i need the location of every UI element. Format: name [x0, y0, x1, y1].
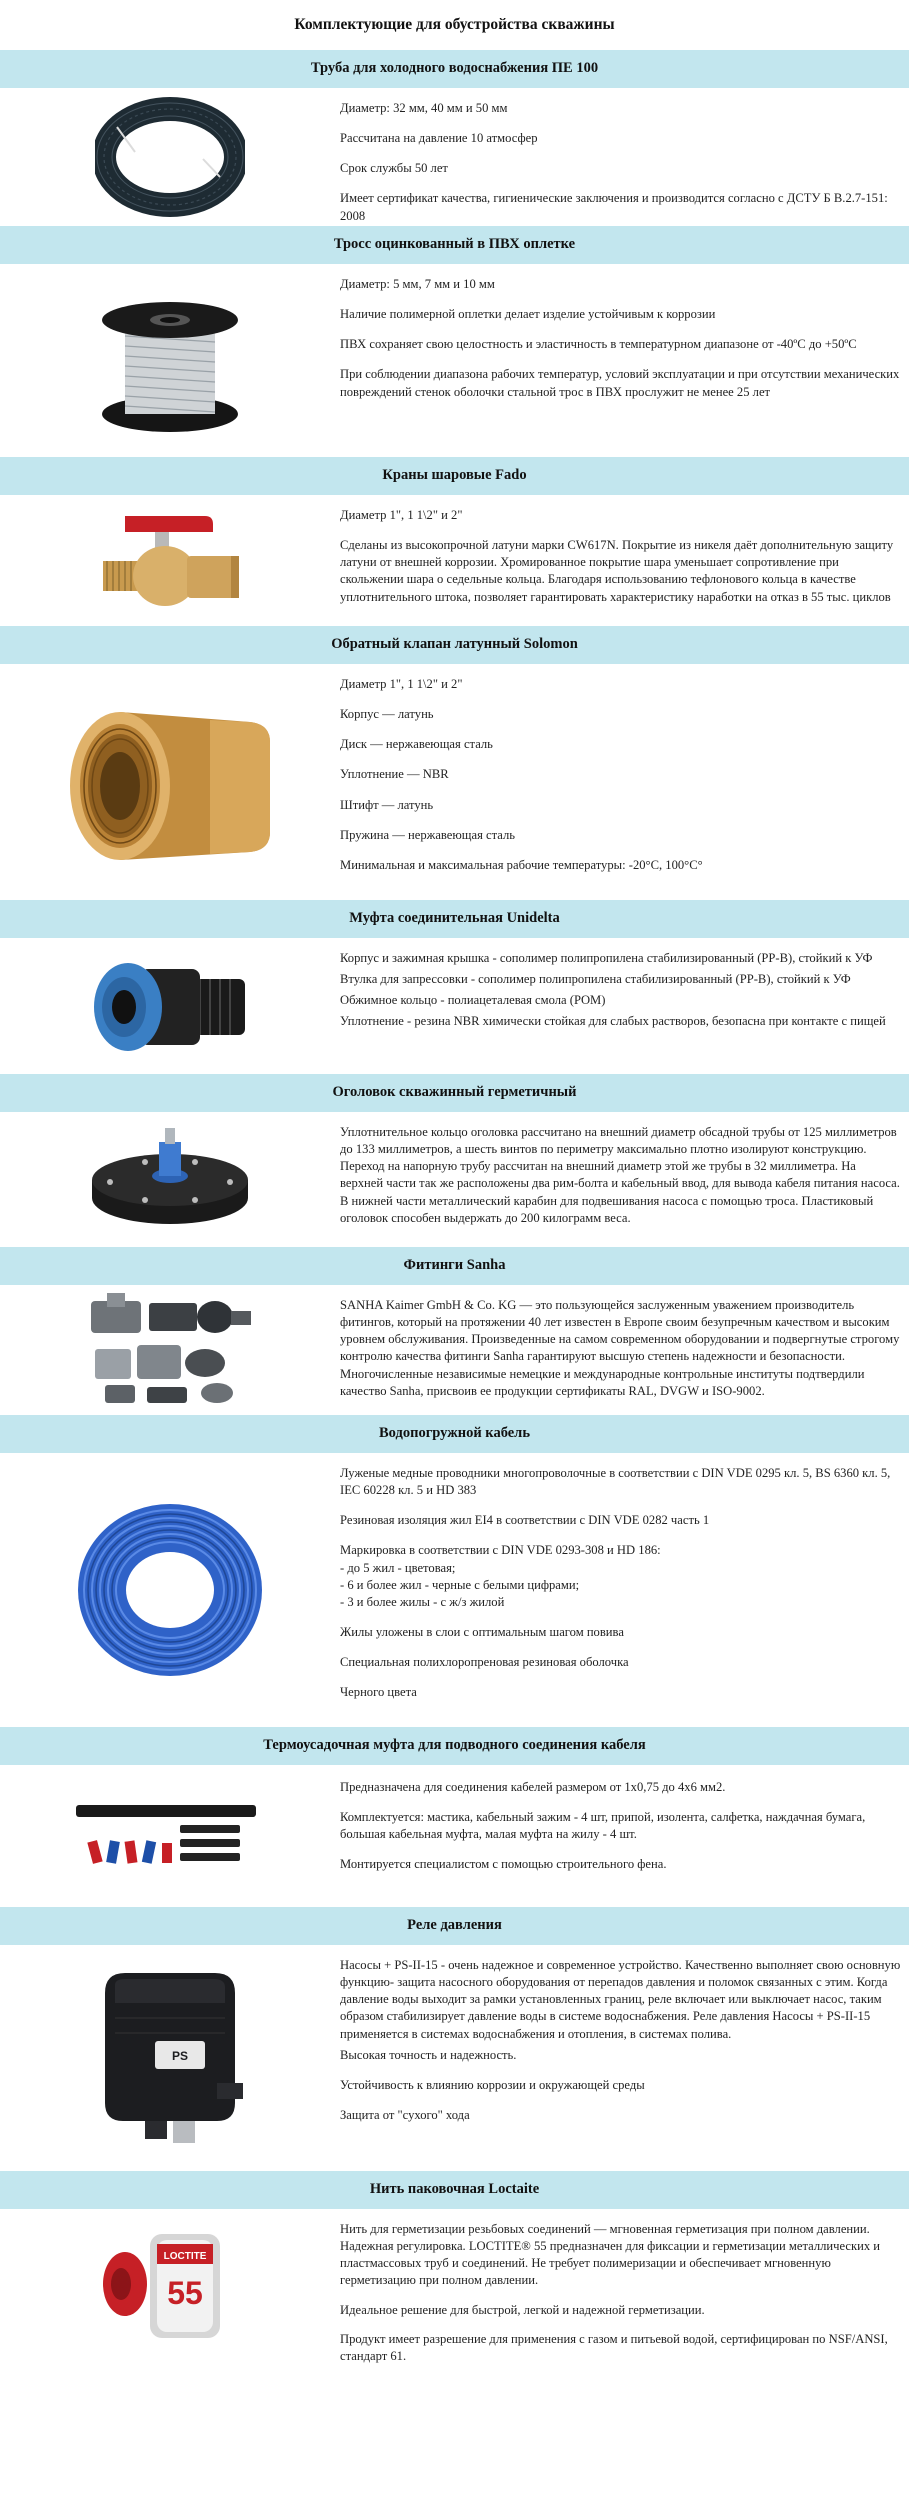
section-fittings: [0, 1285, 909, 1415]
cable-marking-title: Маркировка в соответствии с DIN VDE 0293-308 и HD 186:: [340, 1543, 661, 1558]
cable-marking-item: - 3 и более жилы - с ж/з жилой: [340, 1594, 505, 1609]
heat-shrink-install: Монтируется специалистом с помощью строительного фена.: [340, 1857, 667, 1872]
loctite-number-label: 55: [167, 2275, 203, 2311]
heat-shrink-purpose: Предназначена для соединения кабелей размером от 1х0,75 до 4х6 мм2.: [340, 1780, 726, 1794]
section-title-rope: Тросс оцинкованный в ПВХ оплетке: [0, 226, 909, 264]
rope-spec-life: При соблюдении диапазона рабочих температур, условий эксплуатации и при отсутствии механических повреждений стенок оболочки стальной трос в ПВХ прослужит не менее 25 лет: [340, 367, 900, 399]
section-coupling: [0, 938, 909, 1074]
section-title-pipe: Труба для холодного водоснабжения ПЕ 100: [0, 50, 909, 88]
cable-sheath: Специальная полихлоропреновая резиновая оболочка: [340, 1655, 629, 1669]
section-cable: [0, 1453, 909, 1727]
rope-spool-image: [0, 264, 340, 457]
section-title-ball-valve: Краны шаровые Fado: [0, 457, 909, 495]
ball-valve-diameter: Диаметр 1", 1 1\2" и 2": [340, 508, 463, 522]
check-valve-temp: Минимальная и максимальная рабочие температуры: -20°С, 100°С°: [340, 857, 703, 872]
well-head-description: Уплотнительное кольцо оголовка рассчитано на внешний диаметр обсадной трубы от 125 миллиметров до 133 миллиметров, а шесть винтов по периметру максимально плотно изолируют конструкцию. Переход на напорную трубу рассчитан на внешний диаметр этой же трубы в 32 миллиметра. На верхней части так же расположены два рим-болта и кабельный ввод, для вывода кабеля питания насоса. В нижней части металлический карабин для подвешивания насоса с помощью троса. Пластиковый оголовок способен выдержать до 200 килограмм веса.: [340, 1125, 900, 1225]
check-valve-body: Корпус — латунь: [340, 707, 434, 722]
section-title-fittings: Фитинги Sanha: [0, 1247, 909, 1285]
section-title-coupling: Муфта соединительная Unidelta: [0, 900, 909, 938]
pipe-coil-image: [0, 88, 340, 226]
check-valve-diameter: Диаметр 1", 1 1\2" и 2": [340, 677, 463, 691]
pipe-spec-life: Срок службы 50 лет: [340, 161, 448, 176]
pipe-spec-cert: Имеет сертификат качества, гигиенические заключения и производится согласно с ДСТУ Б В.2.7-151: 2008: [340, 191, 888, 223]
check-valve-seal: Уплотнение — NBR: [340, 767, 449, 782]
coupling-ring: Обжимное кольцо - полиацеталевая смола (POM): [340, 993, 606, 1008]
pressure-switch-image: [0, 1945, 340, 2171]
page-title: Комплектующие для обустройства скважины: [294, 16, 615, 34]
cable-conductors: Луженые медные проводники многопроволочные в соответствии с DIN VDE 0295 кл. 5, BS 6360 кл. 5, IEC 60228 кл. 5 и HD 383: [340, 1466, 891, 1498]
section-pipe: [0, 88, 909, 226]
pressure-switch-dry-run: Защита от "сухого" хода: [340, 2107, 470, 2122]
thread-description: Нить для герметизации резьбовых соединений — мгновенная герметизация при полном давлении. Надежная регулировка. LOCTITE® 55 предназначен для фиксации и герметизации металлических и пластмассовых труб и соединений. Не требует полимеризации и обеспечивает мгновенную герметизацию при полном давлении.: [340, 2222, 881, 2288]
thread-ideal: Идеальное решение для быстрой, легкой и надежной герметизации.: [340, 2302, 705, 2317]
pressure-switch-label: PS: [171, 2049, 189, 2063]
heat-shrink-kit-image: [0, 1765, 340, 1907]
coupling-seal: Уплотнение - резина NBR химически стойкая для слабых растворов, безопасна при контакте с пищей: [340, 1014, 886, 1029]
pressure-switch-corrosion: Устойчивость к влиянию коррозии и окружающей среды: [340, 2077, 645, 2092]
well-head-image: [0, 1112, 340, 1247]
coupling-image: [0, 938, 340, 1074]
pipe-spec-pressure: Рассчитана на давление 10 атмосфер: [340, 131, 538, 146]
cable-color: Черного цвета: [340, 1685, 417, 1700]
coupling-body: Корпус и зажимная крышка - сополимер полипропилена стабилизированный (PP-B), стойкий к УФ: [340, 951, 873, 965]
cable-marking-item: - до 5 жил - цветовая;: [340, 1560, 456, 1575]
cable-layers: Жилы уложены в слои с оптимальным шагом повива: [340, 1624, 624, 1639]
coupling-sleeve: Втулка для запрессовки - сополимер полипропилена стабилизированный (PP-B), стойкий к УФ: [340, 972, 851, 987]
section-title-check-valve: Обратный клапан латунный Solomon: [0, 626, 909, 664]
thread-sealant-image: [0, 2209, 340, 2349]
thread-certification: Продукт имеет разрешение для применения с газом и питьевой водой, сертифицирован по NSF/ANSI, стандарт 61.: [340, 2331, 888, 2363]
check-valve-pin: Штифт — латунь: [340, 797, 434, 812]
check-valve-disk: Диск — нержавеющая сталь: [340, 737, 493, 752]
pipe-spec-diameter: Диаметр: 32 мм, 40 мм и 50 мм: [340, 101, 508, 115]
check-valve-image: [0, 664, 340, 900]
section-heat-shrink: [0, 1765, 909, 1907]
rope-spec-temp: ПВХ сохраняет свою целостность и эластичность в температурном диапазоне от -40ºС до +50ºС: [340, 337, 857, 352]
pressure-switch-accuracy: Высокая точность и надежность.: [340, 2047, 517, 2062]
cable-coil-image: [0, 1453, 340, 1727]
cable-marking-block: [340, 1542, 901, 1611]
rope-spec-coating: Наличие полимерной оплетки делает изделие устойчивым к коррозии: [340, 307, 716, 322]
section-pressure-switch: [0, 1945, 909, 2171]
loctite-brand-label: LOCTITE: [163, 2251, 207, 2262]
ball-valve-image: [0, 495, 340, 626]
fittings-description: SANHA Kaimer GmbH & Co. KG — это пользующейся заслуженным уважением производитель фитингов, который на протяжении 40 лет известен в Европе своим безупречным качеством и высоким уровнем обслуживания. Произведенные на самом современном оборудовании и подвергнутые строгому контролю качества фитинги Sanha гарантируют высшую степень надежности и безопасности. Многочисленные независимые немецкие и международные контрольные институты подтвердили качество Sanha, присвоив ее продукции сертификаты RAL, DVGW и ISO-9002.: [340, 1298, 900, 1398]
fittings-image: [0, 1285, 340, 1415]
section-well-head: [0, 1112, 909, 1247]
section-title-heat-shrink: Термоусадочная муфта для подводного соединения кабеля: [0, 1727, 909, 1765]
pressure-switch-description: Насосы + PS-II-15 - очень надежное и современное устройство. Качественно выполняет свою основную функцию- защита насосного оборудования от перепадов давления и поломок связанных с этим. Когда давление воды выходит за рамки установленных границ, реле включает или выключает насос, таким образом стабилизирует давление воды в системе водоснабжения. Реле давления Насосы + PS-II-15 применяется в системах водоснабжения и отопления, в системах полива.: [340, 1958, 901, 2041]
heat-shrink-kit: Комплектуется: мастика, кабельный зажим - 4 шт, припой, изолента, салфетка, наждачная бумага, большая кабельная муфта, малая муфта на жилу - 4 шт.: [340, 1810, 866, 1842]
section-title-pressure-switch: Реле давления: [0, 1907, 909, 1945]
section-check-valve: [0, 664, 909, 900]
section-thread: [0, 2209, 909, 2363]
section-title-cable: Водопогружной кабель: [0, 1415, 909, 1453]
ball-valve-description: Сделаны из высокопрочной латуни марки CW617N. Покрытие из никеля даёт дополнительную защиту латуни от внешней коррозии. Хромированное покрытие шара уменьшает сопротивление при скольжении шара о седельные кольца. Благодаря использованию тефлонового кольца в качестве уплотнительного штока, позволяет гарантировать характеристику наработки на отказ в 55 тыс. циклов: [340, 538, 894, 604]
cable-marking-item: - 6 и более жил - черные с белыми цифрами;: [340, 1577, 580, 1592]
section-rope: [0, 264, 909, 457]
section-ball-valve: [0, 495, 909, 626]
cable-insulation: Резиновая изоляция жил EI4 в соответствии с DIN VDE 0282 часть 1: [340, 1513, 710, 1528]
check-valve-spring: Пружина — нержавеющая сталь: [340, 827, 516, 842]
section-title-thread: Нить паковочная Loctaite: [0, 2171, 909, 2209]
section-title-well-head: Оголовок скважинный герметичный: [0, 1074, 909, 1112]
rope-spec-diameter: Диаметр: 5 мм, 7 мм и 10 мм: [340, 277, 495, 291]
